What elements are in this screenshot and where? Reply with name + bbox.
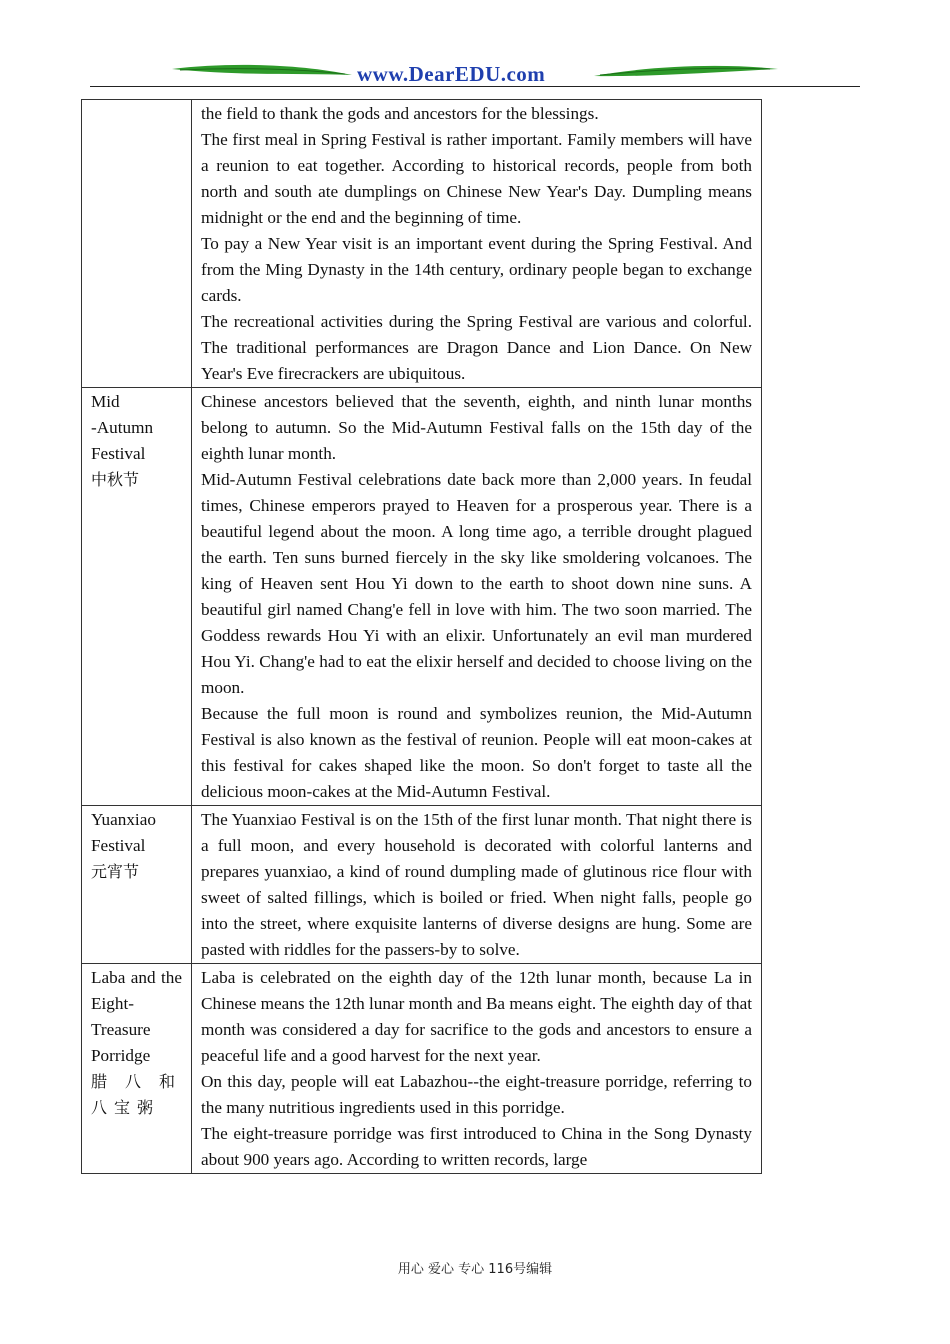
site-logo-text: www.DearEDU.com — [357, 62, 546, 86]
festival-name-line: Mid — [91, 392, 120, 411]
festival-table — [81, 99, 762, 1174]
festival-name-line: -Autumn — [91, 418, 154, 437]
festival-name-line: 中秋节 — [91, 470, 140, 489]
festival-name-line: Festival — [91, 444, 146, 463]
festival-name-line: 元宵节 — [91, 862, 140, 881]
festival-name-cell — [82, 388, 192, 806]
festival-name-line: Yuanxiao — [91, 810, 156, 829]
table-row — [82, 806, 762, 964]
table-row — [82, 964, 762, 1174]
description-paragraph: The first meal in Spring Festival is rather important. Family members will have a reunion to eat together. According to historical records, people from both north and south ate dumplings on Chinese New Year's Day. Dumpling means midnight or the end and the beginning of time. — [201, 130, 752, 227]
description-paragraph: Chinese ancestors believed that the seventh, eighth, and ninth lunar months belong to autumn. So the Mid-Autumn Festival falls on the 15th day of the eighth lunar month. — [201, 392, 752, 463]
festival-name-line: 腊八和八宝粥 — [91, 1072, 182, 1117]
festival-name-line: Laba and the Eight-Treasure Porridge — [91, 968, 182, 1065]
festival-description-cell — [192, 964, 762, 1174]
description-paragraph: Laba is celebrated on the eighth day of the 12th lunar month, because La in Chinese means the 12th lunar month and Ba means eight. The eighth day of that month was considered a day for sacrifice to the gods and ancestors to ensure a peaceful life and a good harvest for the next year. — [201, 968, 752, 1065]
description-paragraph: the field to thank the gods and ancestors for the blessings. — [201, 104, 599, 123]
festival-description-cell — [192, 388, 762, 806]
table-row — [82, 388, 762, 806]
festival-name-cell — [82, 100, 192, 388]
description-paragraph: On this day, people will eat Labazhou--the eight-treasure porridge, referring to the many nutritious ingredients used in this porridge. — [201, 1072, 752, 1117]
description-paragraph: Mid-Autumn Festival celebrations date back more than 2,000 years. In feudal times, Chinese emperors prayed to Heaven for a prosperous year. There is a beautiful legend about the moon. A long time ago, a terrible drought plagued the earth. Ten suns burned fiercely in the sky like smoldering volcanoes. The king of Heaven sent Hou Yi down to the earth to shoot down nine suns. A beautiful girl named Chang'e fell in love with him. The two soon married. The Goddess rewards Hou Yi with an elixir. Unfortunately an evil man murdered Hou Yi. Chang'e had to eat the elixir herself and decided to choose living on the moon. — [201, 470, 752, 697]
description-paragraph: Because the full moon is round and symbolizes reunion, the Mid-Autumn Festival is also known as the festival of reunion. People will eat moon-cakes at this festival for cakes shaped like the moon. So don't forget to taste all the delicious moon-cakes at the Mid-Autumn Festival. — [201, 704, 752, 801]
description-paragraph: To pay a New Year visit is an important event during the Spring Festival. And from the Ming Dynasty in the 14th century, ordinary people began to exchange cards. — [201, 234, 752, 305]
festival-description-cell — [192, 100, 762, 388]
festival-description-cell — [192, 806, 762, 964]
description-paragraph: The eight-treasure porridge was first introduced to China in the Song Dynasty about 900 years ago. According to written records, large — [201, 1124, 752, 1169]
description-paragraph: The Yuanxiao Festival is on the 15th of the first lunar month. That night there is a full moon, and every household is decorated with colorful lanterns and prepares yuanxiao, a kind of round dumpling made of glutinous rice flour with sweet of salted fillings, which is boiled or fried. When night falls, people go into the street, where exquisite lanterns of diverse designs are hung. Some are pasted with riddles for the passers-by to solve. — [201, 810, 752, 959]
festival-name-cell — [82, 806, 192, 964]
festival-name-cell — [82, 964, 192, 1174]
description-paragraph: The recreational activities during the Spring Festival are various and colorful. The traditional performances are Dragon Dance and Lion Dance. On New Year's Eve firecrackers are ubiquitous. — [201, 312, 752, 383]
table-row — [82, 100, 762, 388]
festival-name-line: Festival — [91, 836, 146, 855]
header-divider — [90, 86, 860, 87]
page-footer: 用心 爱心 专心 116号编辑 — [397, 1262, 553, 1277]
